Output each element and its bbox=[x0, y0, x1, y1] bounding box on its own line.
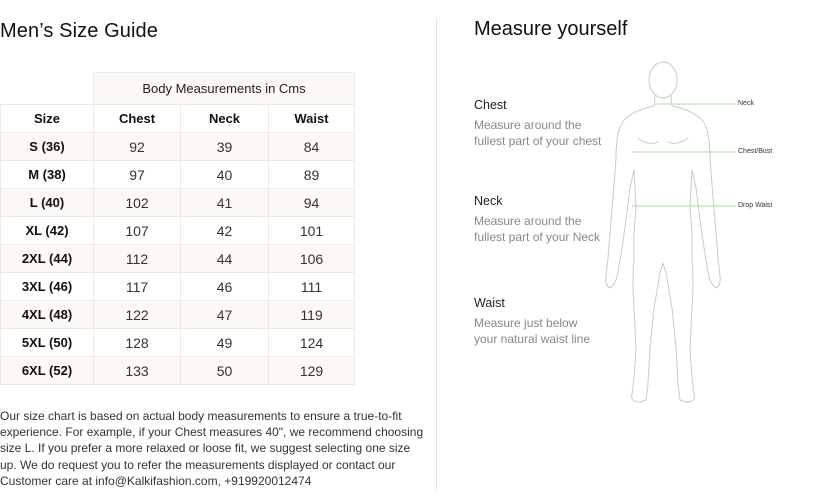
waist-cell: 106 bbox=[269, 245, 355, 273]
waist-cell: 84 bbox=[269, 133, 355, 161]
size-cell: 4XL (48) bbox=[1, 301, 94, 329]
neck-cell: 40 bbox=[181, 161, 269, 189]
chest-cell: 92 bbox=[94, 133, 181, 161]
table-row bbox=[1, 217, 355, 245]
size-cell: 5XL (50) bbox=[1, 329, 94, 357]
size-cell: 2XL (44) bbox=[1, 245, 94, 273]
size-cell: M (38) bbox=[1, 161, 94, 189]
size-cell: XL (42) bbox=[1, 217, 94, 245]
chest-figure-label: Chest/Bust bbox=[738, 148, 773, 155]
table-row bbox=[1, 189, 355, 217]
waist-figure-label: Drop Waist bbox=[738, 202, 773, 209]
column-header-waist: Waist bbox=[269, 105, 355, 133]
table-row bbox=[1, 357, 355, 385]
size-cell: 6XL (52) bbox=[1, 357, 94, 385]
neck-cell: 42 bbox=[181, 217, 269, 245]
table-row bbox=[1, 301, 355, 329]
table-row bbox=[1, 273, 355, 301]
waist-cell: 129 bbox=[269, 357, 355, 385]
waist-cell: 111 bbox=[269, 273, 355, 301]
measure-chest bbox=[474, 98, 604, 149]
waist-cell: 124 bbox=[269, 329, 355, 357]
body-outline-illustration bbox=[596, 58, 806, 414]
chest-cell: 128 bbox=[94, 329, 181, 357]
body-figure bbox=[596, 58, 806, 414]
measure-waist bbox=[474, 296, 604, 347]
chest-cell: 122 bbox=[94, 301, 181, 329]
table-row bbox=[1, 161, 355, 189]
size-table bbox=[0, 72, 355, 385]
size-cell: S (36) bbox=[1, 133, 94, 161]
neck-cell: 50 bbox=[181, 357, 269, 385]
waist-cell: 89 bbox=[269, 161, 355, 189]
measure-neck bbox=[474, 194, 604, 245]
neck-cell: 46 bbox=[181, 273, 269, 301]
table-body bbox=[1, 133, 355, 385]
neck-cell: 47 bbox=[181, 301, 269, 329]
neck-figure-label: Neck bbox=[738, 100, 754, 107]
table-row bbox=[1, 133, 355, 161]
chest-cell: 117 bbox=[94, 273, 181, 301]
table-group-header-row bbox=[1, 73, 355, 105]
page-title: Men’s Size Guide bbox=[0, 20, 158, 42]
measure-title: Measure yourself bbox=[474, 18, 628, 40]
size-chart-note: Our size chart is based on actual body measurements to ensure a true-to-fit experience. For example, if your Chest measures 40", we recommend choosing size L. If you prefer a more relaxed or loose fit, we suggest selecting one size up. We do request you to refer the measurements displayed or contact our Customer care at info@Kalkifashion.com, +919920012474 bbox=[0, 409, 424, 488]
table-row bbox=[1, 245, 355, 273]
chest-cell: 112 bbox=[94, 245, 181, 273]
column-header-neck: Neck bbox=[181, 105, 269, 133]
chest-cell: 102 bbox=[94, 189, 181, 217]
measure-neck-title: Neck bbox=[474, 194, 503, 208]
chest-cell: 133 bbox=[94, 357, 181, 385]
neck-cell: 41 bbox=[181, 189, 269, 217]
measure-waist-desc: Measure just below your natural waist line bbox=[474, 316, 591, 346]
table-header-spacer bbox=[1, 73, 94, 105]
neck-cell: 39 bbox=[181, 133, 269, 161]
table-row bbox=[1, 329, 355, 357]
column-header-chest: Chest bbox=[94, 105, 181, 133]
size-cell: 3XL (46) bbox=[1, 273, 94, 301]
measure-waist-title: Waist bbox=[474, 296, 505, 310]
neck-cell: 49 bbox=[181, 329, 269, 357]
waist-cell: 94 bbox=[269, 189, 355, 217]
neck-cell: 44 bbox=[181, 245, 269, 273]
column-divider bbox=[436, 18, 437, 490]
measure-neck-desc: Measure around the fullest part of your Neck bbox=[474, 214, 601, 244]
table-group-header: Body Measurements in Cms bbox=[94, 73, 355, 105]
size-cell: L (40) bbox=[1, 189, 94, 217]
waist-cell: 119 bbox=[269, 301, 355, 329]
chest-cell: 97 bbox=[94, 161, 181, 189]
waist-cell: 101 bbox=[269, 217, 355, 245]
measure-chest-desc: Measure around the fullest part of your chest bbox=[474, 118, 602, 148]
measure-chest-title: Chest bbox=[474, 98, 507, 112]
chest-cell: 107 bbox=[94, 217, 181, 245]
column-header-size: Size bbox=[1, 105, 94, 133]
table-header-row bbox=[1, 105, 355, 133]
